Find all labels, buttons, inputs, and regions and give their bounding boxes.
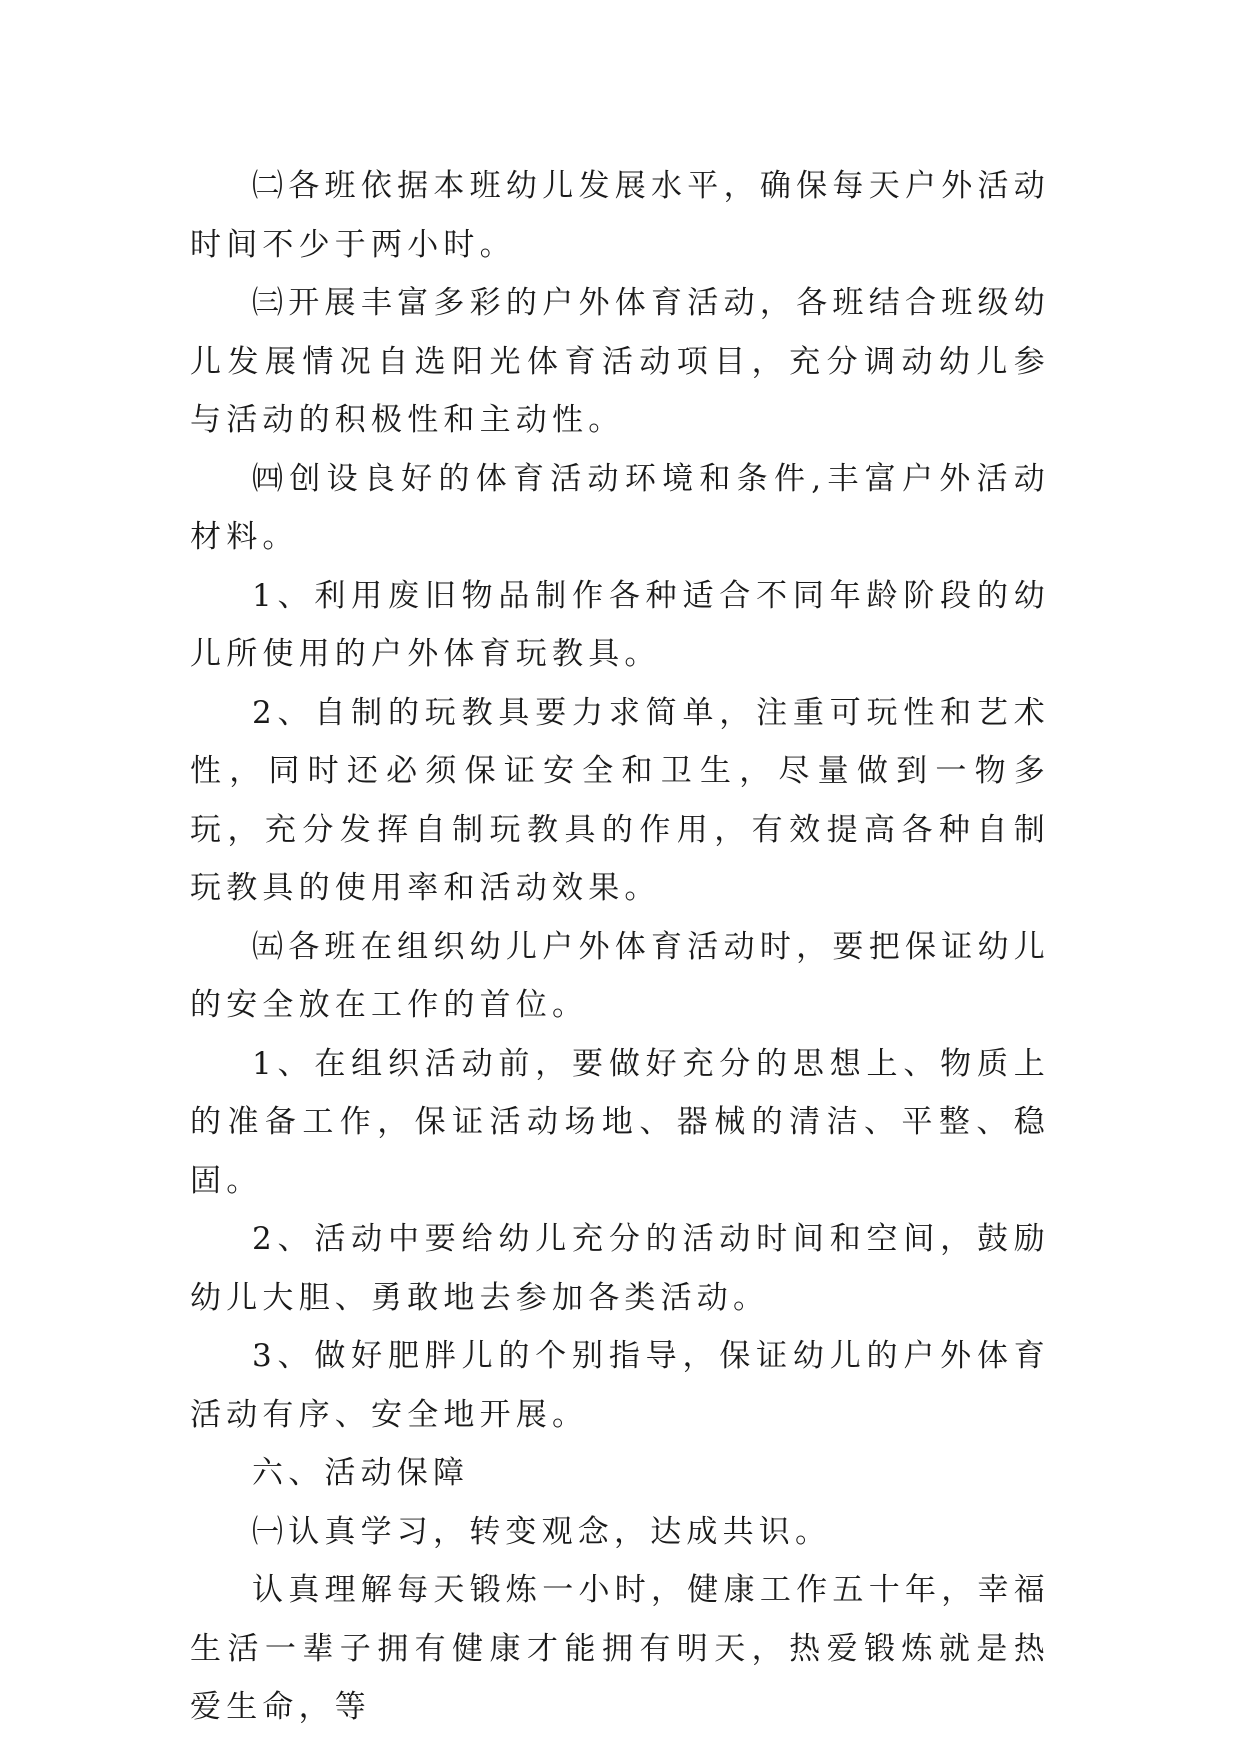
paragraph-obese-guidance: 3、做好肥胖儿的个别指导，保证幼儿的户外体育活动有序、安全地开展。	[190, 1338, 1050, 1433]
paragraph-sports-activities: ㈢开展丰富多彩的户外体育活动，各班结合班级幼儿发展情况自选阳光体育活动项目，充分调动幼儿参与活动的积极性和主动性。	[190, 285, 1050, 438]
section-heading-guarantee: 六、活动保障	[252, 1455, 470, 1491]
document-body	[190, 157, 1050, 1737]
paragraph-study-consensus: ㈠认真学习，转变观念，达成共识。	[252, 1513, 832, 1550]
paragraph-preparation: 1、在组织活动前，要做好充分的思想上、物质上的准备工作，保证活动场地、器械的清洁、平整、稳固。	[190, 1045, 1050, 1199]
paragraph-safety-first: ㈤各班在组织幼儿户外体育活动时，要把保证幼儿的安全放在工作的首位。	[190, 928, 1050, 1023]
paragraph-activity-time: 2、活动中要给幼儿充分的活动时间和空间，鼓励幼儿大胆、勇敢地去参加各类活动。	[190, 1221, 1050, 1316]
paragraph-homemade-toys: 2、自制的玩教具要力求简单，注重可玩性和艺术性，同时还必须保证安全和卫生，尽量做到一物多玩，充分发挥自制玩教具的作用，有效提高各种自制玩教具的使用率和活动效果。	[190, 694, 1050, 906]
paragraph-class-outdoor-time: ㈡各班依据本班幼儿发展水平，确保每天户外活动时间不少于两小时。	[190, 168, 1050, 263]
paragraph-health-slogan: 认真理解每天锻炼一小时，健康工作五十年，幸福生活一辈子拥有健康才能拥有明天，热爱锻炼就是热爱生命，等	[190, 1572, 1050, 1725]
paragraph-waste-materials: 1、利用废旧物品制作各种适合不同年龄阶段的幼儿所使用的户外体育玩教具。	[190, 577, 1050, 672]
paragraph-environment-conditions: ㈣创设良好的体育活动环境和条件,丰富户外活动材料。	[190, 460, 1050, 555]
